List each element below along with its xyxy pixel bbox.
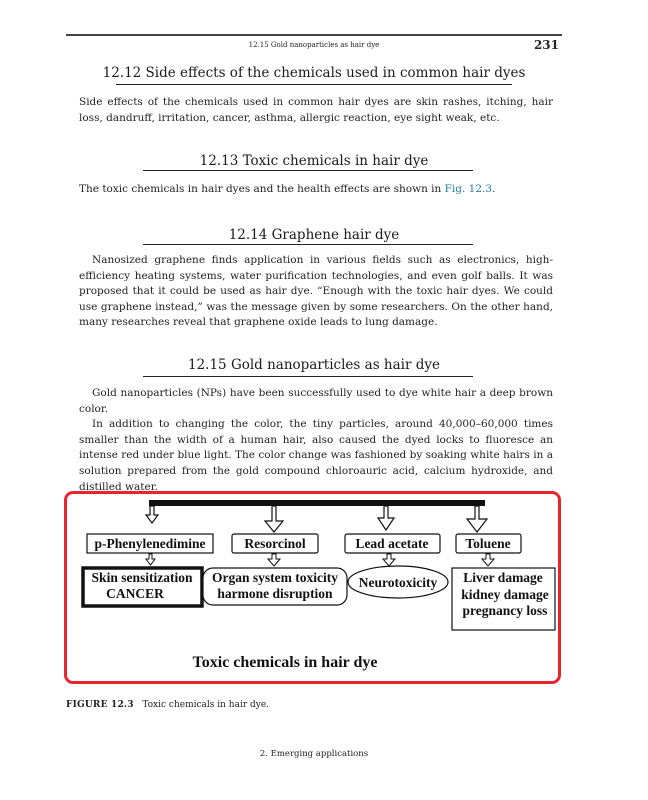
running-title: 12.15 Gold nanoparticles as hair dye <box>248 41 380 49</box>
paragraph: Side effects of the chemicals used in common hair dyes are skin rashes, itching, hair loss, dandruff, irritation, cancer, asthma, allergic reaction, eye sight weak, etc. <box>79 96 553 124</box>
arrow-resorcinol-effect <box>268 554 280 566</box>
effect-label: Neurotoxicity <box>358 575 438 590</box>
arrow-ppd-effect <box>146 554 155 565</box>
arrow-to-lead <box>378 506 394 530</box>
paragraph-text: The toxic chemicals in hair dyes and the health effects are shown in <box>79 183 445 195</box>
arrow-to-resorcinol <box>265 506 283 532</box>
arrow-toluene-effect <box>482 554 494 566</box>
figure-title: Toxic chemicals in hair dye <box>192 654 378 671</box>
section-heading-12-14: 12.14 Graphene hair dye <box>228 227 400 243</box>
effect-label: harmone disruption <box>217 586 333 601</box>
chemical-label: Toluene <box>465 536 511 551</box>
effect-label: Liver damage <box>463 570 543 585</box>
caption-label: FIGURE 12.3 <box>66 700 134 710</box>
page-number: 231 <box>533 38 559 52</box>
paragraph: Nanosized graphene finds application in various fields such as electronics, high-efficiency heating systems, water purification technologies, and even golf balls. It was proposed that it could be used as hair dye. “Enough with the toxic hair dyes. We could use graphene instead,” was the message given by some researchers. On the other hand, many researches reveal that graphene oxide leads to lung damage. <box>79 254 553 329</box>
footer-text: 2. Emerging applications <box>259 749 369 759</box>
paragraph-text-end: . <box>492 183 496 195</box>
section-heading-12-13: 12.13 Toxic chemicals in hair dye <box>199 153 429 169</box>
effect-label: Organ system toxicity <box>212 570 338 585</box>
arrow-to-ppd <box>146 506 158 523</box>
arrow-to-toluene <box>467 506 487 532</box>
figure-link[interactable]: Fig. 12.3 <box>444 183 493 195</box>
top-bar <box>149 500 485 506</box>
figure-caption <box>66 700 269 710</box>
arrow-lead-effect <box>383 554 395 566</box>
effect-label: pregnancy loss <box>462 603 548 618</box>
caption-text: Toxic chemicals in hair dye. <box>142 700 270 710</box>
section-heading-12-15: 12.15 Gold nanoparticles as hair dye <box>188 357 440 373</box>
chemical-label: Resorcinol <box>244 536 306 551</box>
chemical-label: Lead acetate <box>355 536 429 551</box>
section-heading-12-12: 12.12 Side effects of the chemicals used in common hair dyes <box>102 65 526 81</box>
paragraph: In addition to changing the color, the tiny particles, around 40,000–60,000 times smaller than the width of a human hair, also caused the dyed locks to fluoresce an intense red under blue light. The color change was fashioned by soaking white hairs in a solution prepared from the gold compound chloroauric acid, calcium hydroxide, and distilled water. <box>79 418 553 493</box>
paragraph: Gold nanoparticles (NPs) have been successfully used to dye white hair a deep brown color. <box>79 387 553 415</box>
effect-label: CANCER <box>106 586 164 601</box>
effect-label: Skin sensitization <box>91 570 193 585</box>
chemical-label: p-Phenylenedimine <box>94 536 206 551</box>
effect-label: kidney damage <box>461 587 549 602</box>
